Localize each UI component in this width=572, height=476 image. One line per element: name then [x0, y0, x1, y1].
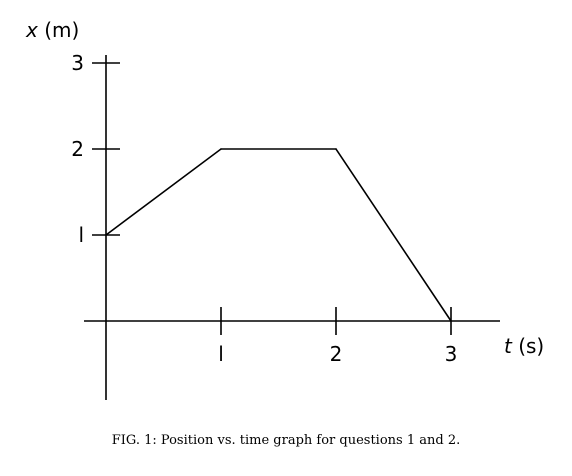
data-point-3 — [450, 320, 452, 322]
series — [105, 148, 452, 322]
x-tick-label-2: 2 — [329, 342, 343, 366]
x-tick-label-3: 3 — [444, 342, 458, 366]
figure-caption: FIG. 1: Position vs. time graph for questions 1 and 2. — [111, 433, 461, 448]
y-tick-label-1: l — [78, 223, 84, 247]
axes — [84, 55, 500, 400]
y-axis-label — [25, 18, 79, 42]
y-axis-unit: (m) — [37, 18, 80, 42]
x-axis-label — [504, 334, 544, 358]
data-point-1 — [220, 148, 222, 150]
y-tick-label-3: 3 — [71, 51, 84, 75]
x-axis-unit: (s) — [511, 334, 545, 358]
x-tick-label-1: l — [218, 342, 224, 366]
ticks — [71, 51, 457, 366]
x-axis-symbol: t — [504, 334, 512, 358]
data-point-2 — [335, 148, 337, 150]
data-point-0 — [105, 234, 107, 236]
y-axis-symbol: x — [26, 18, 38, 42]
y-tick-label-2: 2 — [71, 137, 84, 161]
series-line-position — [106, 149, 451, 321]
